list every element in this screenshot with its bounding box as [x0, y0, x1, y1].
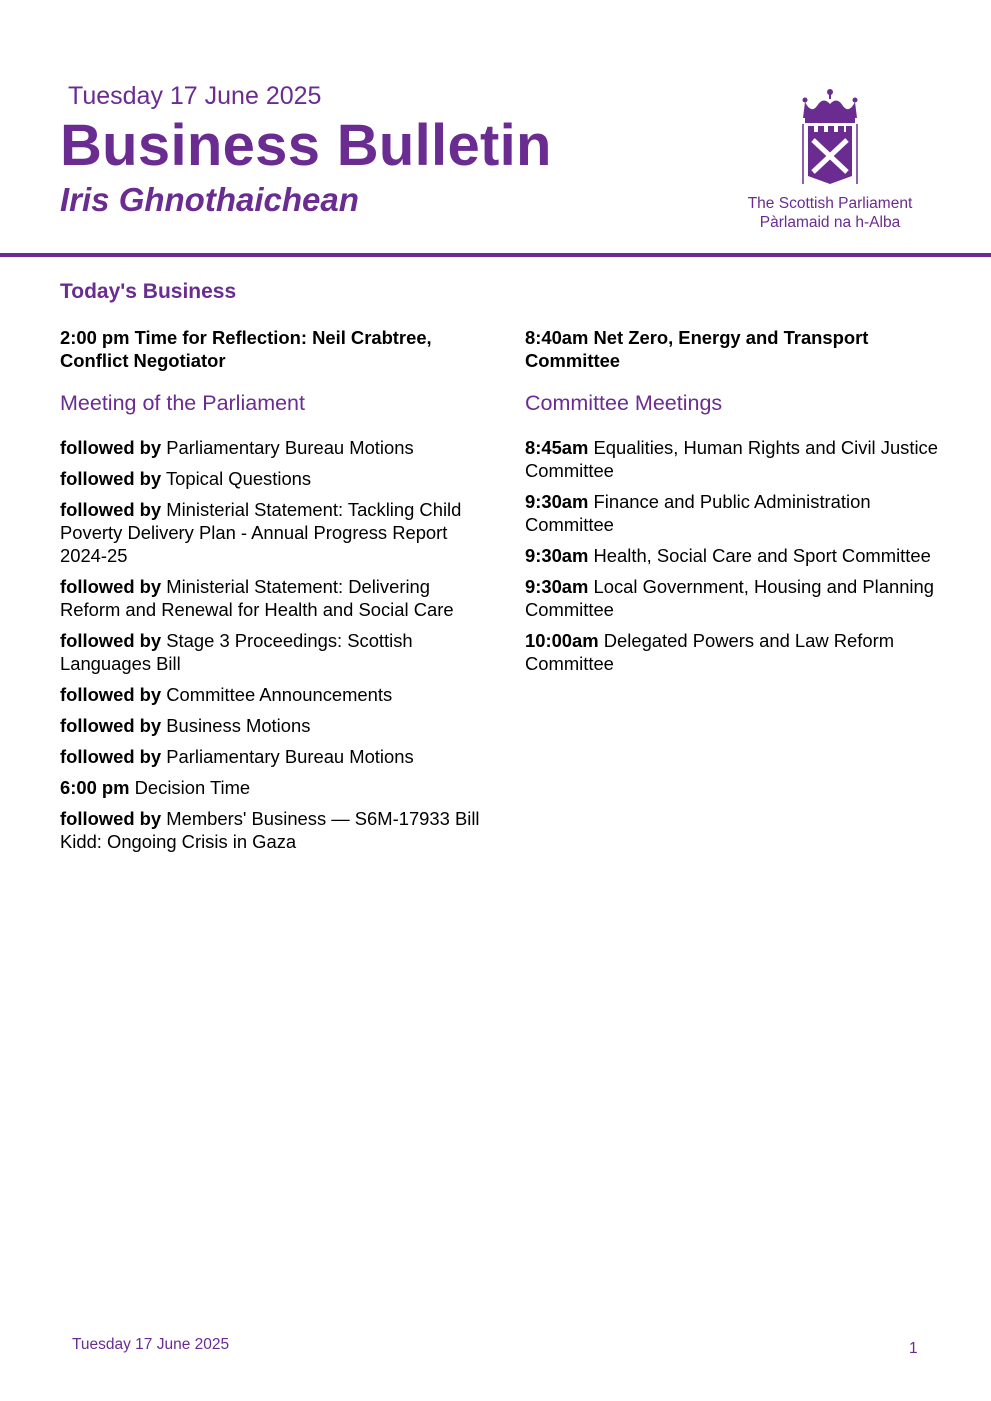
list-item	[60, 683, 480, 706]
item-prefix: 8:45am	[525, 437, 589, 458]
item-prefix: followed by	[60, 468, 162, 489]
item-text: Topical Questions	[165, 468, 312, 489]
crown-portcullis-icon	[799, 88, 861, 188]
item-prefix: 6:00 pm	[60, 777, 130, 798]
list-item	[60, 436, 480, 459]
item-text: Local Government, Housing and Planning Committee	[525, 576, 934, 620]
item-prefix: followed by	[60, 630, 162, 651]
item-prefix: followed by	[60, 499, 162, 520]
page-number: 1	[909, 1340, 918, 1357]
logo-text-english: The Scottish Parliament	[747, 195, 913, 212]
item-text: Members' Business — S6M-17933 Bill Kidd: Ongoing Crisis in Gaza	[60, 808, 480, 852]
logo-text-gaelic: Pàrlamaid na h-Alba	[759, 214, 901, 231]
page-subtitle: Iris Ghnothaichean	[60, 181, 359, 218]
item-prefix: followed by	[60, 746, 162, 767]
left-column	[60, 326, 480, 861]
list-item	[525, 436, 945, 482]
right-column	[525, 326, 945, 683]
item-prefix: followed by	[60, 684, 162, 705]
list-item	[60, 498, 480, 567]
parliament-logo	[740, 88, 920, 238]
item-prefix: followed by	[60, 715, 162, 736]
item-prefix: 9:30am	[525, 576, 589, 597]
todays-business-heading: Today's Business	[60, 280, 237, 303]
item-text: Equalities, Human Rights and Civil Justice Committee	[525, 437, 938, 481]
item-text: Finance and Public Administration Committee	[525, 491, 871, 535]
list-item	[525, 575, 945, 621]
item-prefix: 9:30am	[525, 491, 589, 512]
item-text: Committee Announcements	[166, 684, 393, 705]
item-text: Delegated Powers and Law Reform Committee	[525, 630, 895, 674]
list-item	[60, 467, 480, 490]
item-text: Ministerial Statement: Delivering Reform and Renewal for Health and Social Care	[60, 576, 454, 620]
list-item	[60, 575, 480, 621]
committee-meetings-heading: Committee Meetings	[525, 391, 723, 415]
item-text: Health, Social Care and Sport Committee	[593, 545, 931, 566]
list-item	[60, 714, 480, 737]
item-prefix: followed by	[60, 576, 162, 597]
item-text: Parliamentary Bureau Motions	[166, 746, 414, 767]
chamber-business-list	[60, 436, 480, 853]
list-item	[60, 629, 480, 675]
net-zero-committee: 8:40am Net Zero, Energy and Transport Committee	[525, 327, 869, 371]
item-prefix: followed by	[60, 437, 162, 458]
header-divider	[0, 253, 991, 257]
item-prefix: 9:30am	[525, 545, 589, 566]
item-prefix: followed by	[60, 808, 162, 829]
header-date: Tuesday 17 June 2025	[68, 82, 322, 110]
item-prefix: 10:00am	[525, 630, 599, 651]
list-item	[525, 629, 945, 675]
footer-date: Tuesday 17 June 2025	[72, 1336, 230, 1353]
list-item	[60, 745, 480, 768]
list-item	[60, 776, 480, 799]
item-text: Decision Time	[134, 777, 251, 798]
meeting-of-parliament-heading: Meeting of the Parliament	[60, 391, 305, 415]
page-title: Business Bulletin	[60, 113, 552, 178]
list-item	[525, 490, 945, 536]
item-text: Stage 3 Proceedings: Scottish Languages Bill	[60, 630, 413, 674]
time-for-reflection: 2:00 pm Time for Reflection: Neil Crabtree, Conflict Negotiator	[60, 327, 432, 371]
item-text: Ministerial Statement: Tackling Child Poverty Delivery Plan - Annual Progress Report 2024-25	[60, 499, 462, 566]
item-text: Business Motions	[166, 715, 311, 736]
list-item	[60, 807, 480, 853]
list-item	[525, 544, 945, 567]
committee-meetings-list	[525, 436, 945, 675]
item-text: Parliamentary Bureau Motions	[166, 437, 414, 458]
